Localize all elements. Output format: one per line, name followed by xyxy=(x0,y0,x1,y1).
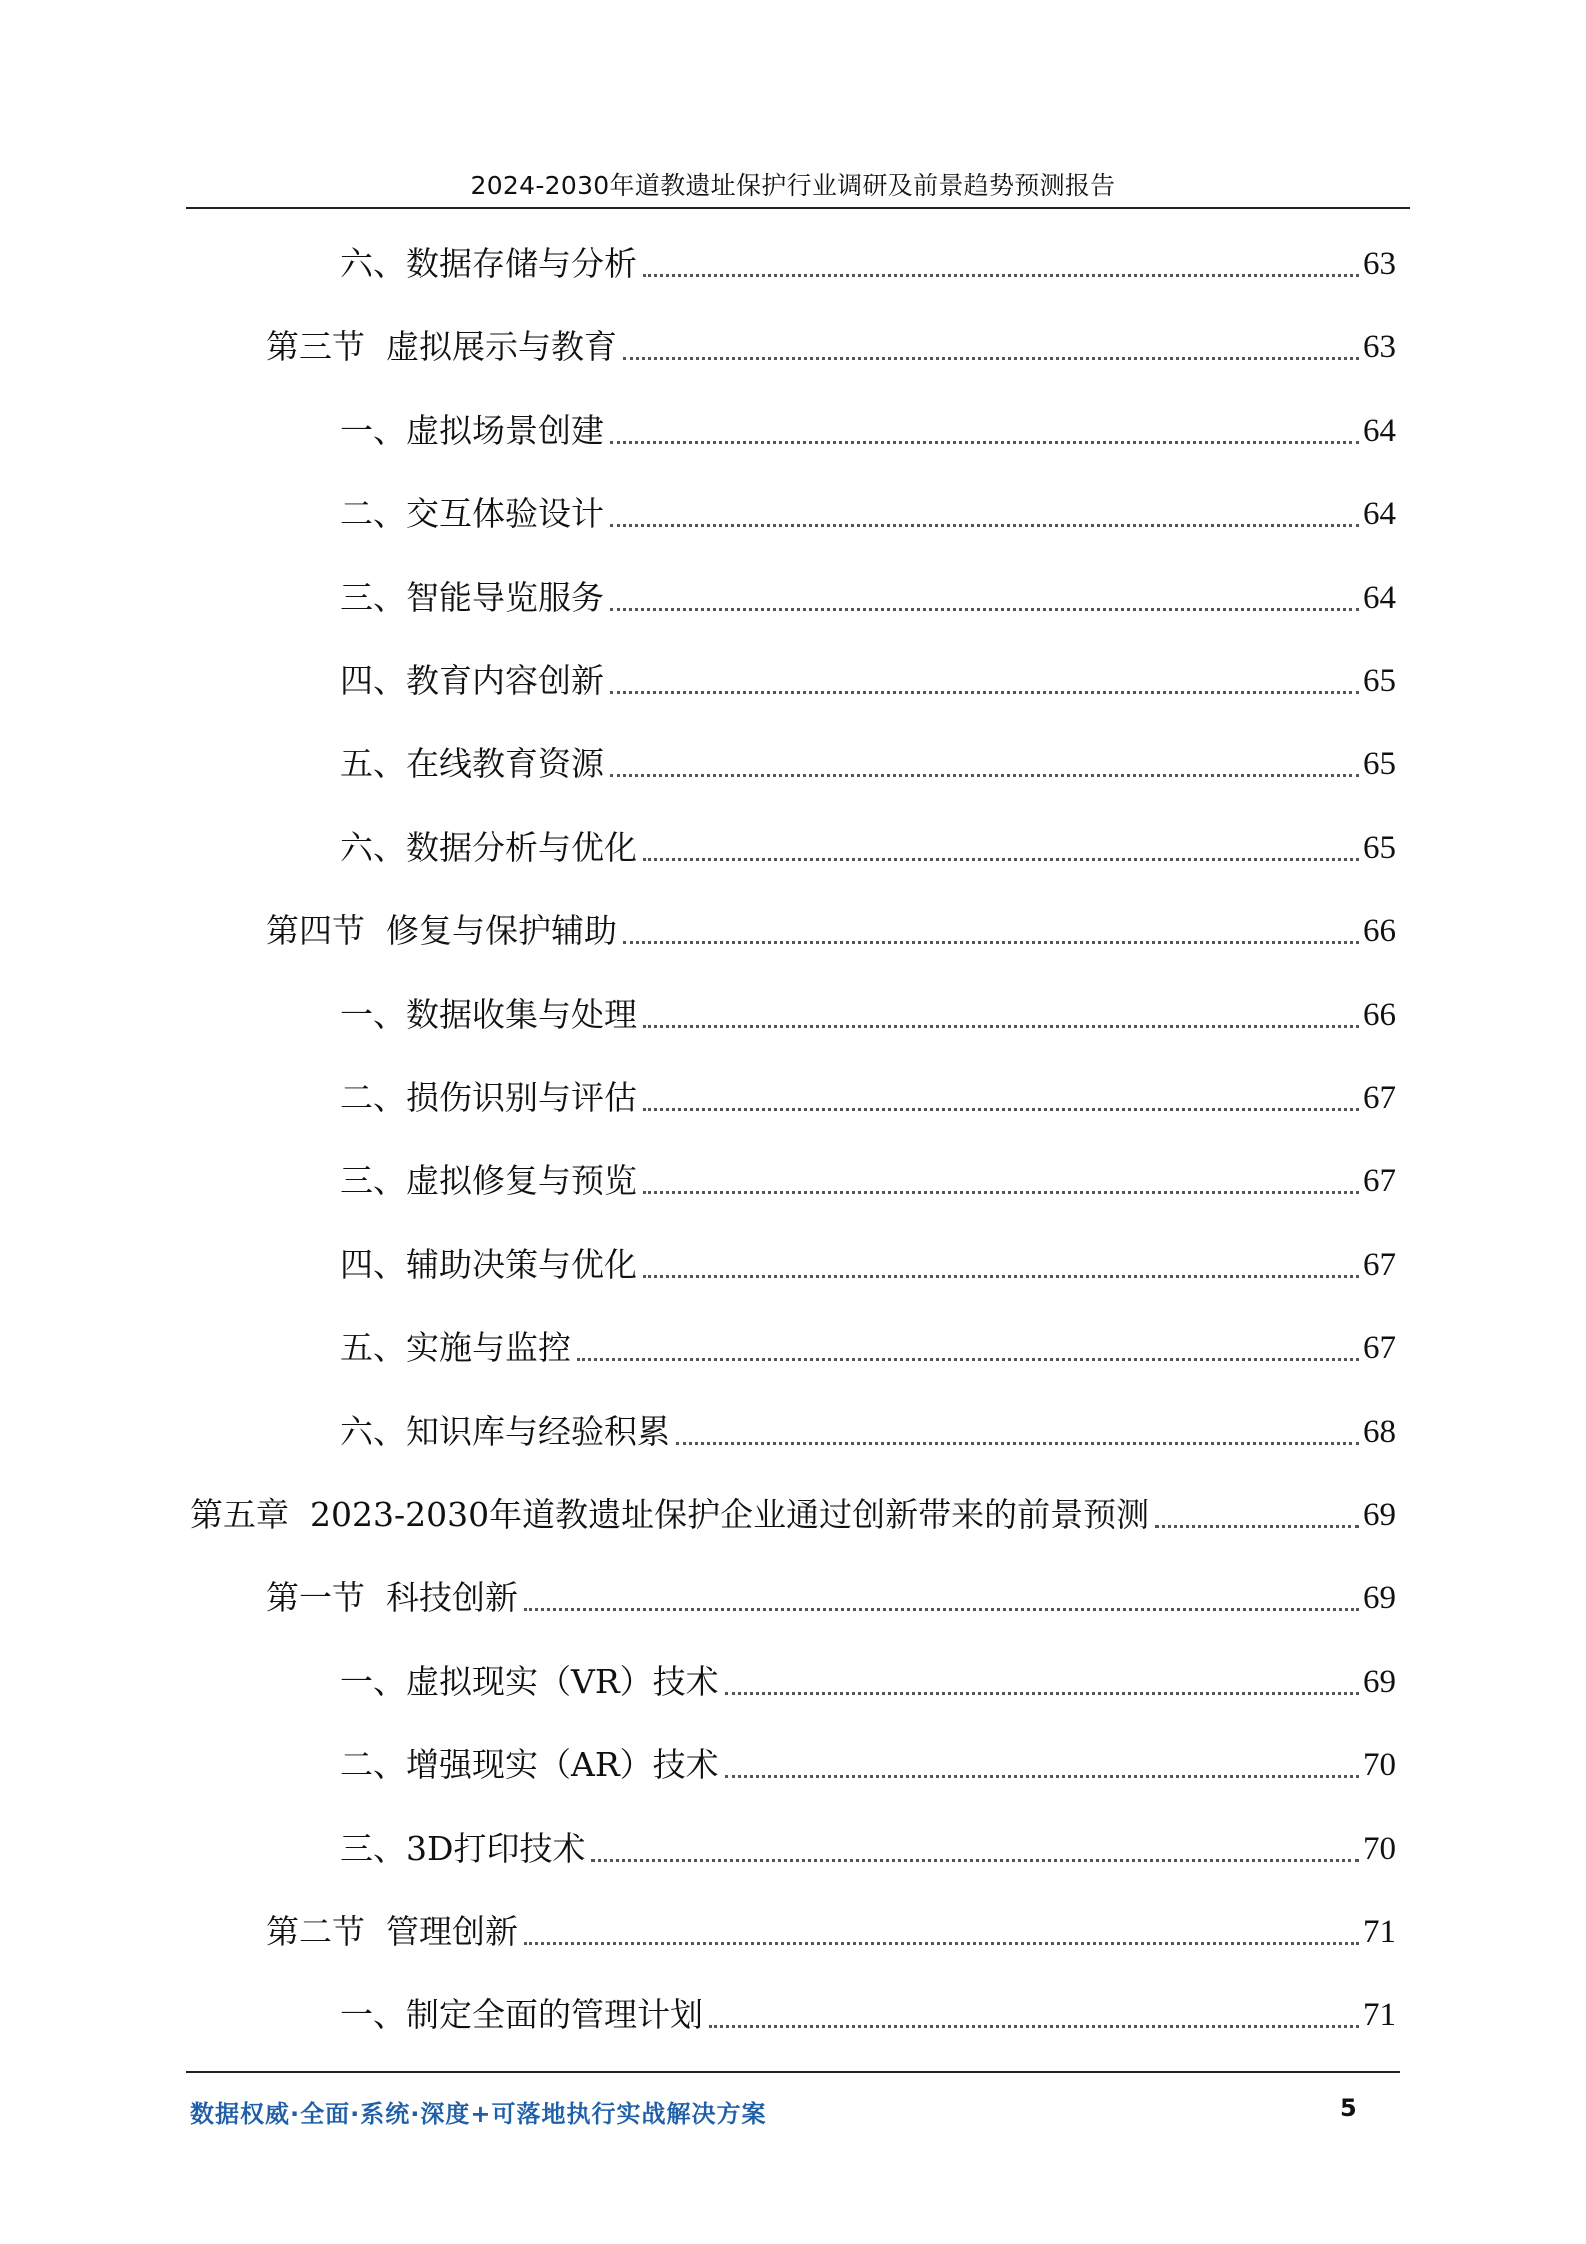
toc-entry-label: 一、虚拟现实（VR）技术 xyxy=(340,1661,719,1701)
toc-entry-label: 第二节 管理创新 xyxy=(266,1912,518,1951)
toc-entry-item[interactable] xyxy=(340,393,1396,453)
toc-entry-page: 68 xyxy=(1363,1413,1396,1450)
toc-entry-label: 第一节 科技创新 xyxy=(266,1578,518,1618)
toc-dot-leader xyxy=(610,774,1359,777)
toc-dot-leader xyxy=(643,1275,1359,1278)
toc-entry-item[interactable] xyxy=(340,1143,1396,1203)
toc-dot-leader xyxy=(610,524,1359,527)
toc-entry-label: 第三节 虚拟展示与教育 xyxy=(266,327,617,367)
toc-entry-label: 一、数据收集与处理 xyxy=(340,994,637,1034)
toc-entry-label: 一、制定全面的管理计划 xyxy=(340,1995,703,2035)
toc-entry-chapter[interactable] xyxy=(190,1477,1396,1537)
toc-entry-item[interactable] xyxy=(340,1060,1396,1120)
toc-entry-page: 70 xyxy=(1363,1830,1396,1867)
toc-dot-leader xyxy=(623,941,1359,944)
toc-entry-page: 71 xyxy=(1363,1997,1396,2034)
toc-entry-item[interactable] xyxy=(340,643,1396,703)
toc-entry-page: 65 xyxy=(1363,829,1396,866)
toc-entry-label: 六、数据存储与分析 xyxy=(340,244,637,283)
toc-entry-page: 69 xyxy=(1363,1497,1396,1533)
toc-entry-page: 70 xyxy=(1363,1747,1396,1784)
toc-entry-section[interactable] xyxy=(266,1894,1396,1954)
toc-dot-leader xyxy=(643,274,1359,277)
toc-entry-label: 四、辅助决策与优化 xyxy=(340,1244,637,1284)
toc-entry-label: 六、知识库与经验积累 xyxy=(340,1411,670,1451)
toc-entry-page: 66 xyxy=(1363,996,1396,1033)
toc-entry-section[interactable] xyxy=(266,1560,1396,1620)
toc-entry-label: 二、增强现实（AR）技术 xyxy=(340,1745,719,1785)
toc-entry-page: 65 xyxy=(1363,663,1396,699)
toc-entry-item[interactable] xyxy=(340,560,1396,620)
toc-dot-leader xyxy=(643,858,1359,861)
toc-dot-leader xyxy=(524,1942,1359,1945)
toc-entry-label: 三、智能导览服务 xyxy=(340,577,604,617)
toc-dot-leader xyxy=(610,608,1359,611)
toc-dot-leader xyxy=(725,1692,1359,1695)
toc-dot-leader xyxy=(524,1608,1359,1611)
toc-entry-section[interactable] xyxy=(266,309,1396,369)
toc-dot-leader xyxy=(610,691,1359,694)
toc-entry-page: 63 xyxy=(1363,246,1396,282)
toc-entry-item[interactable] xyxy=(340,476,1396,536)
toc-entry-page: 71 xyxy=(1363,1914,1396,1950)
toc-entry-item[interactable] xyxy=(340,1227,1396,1287)
toc-entry-label: 六、数据分析与优化 xyxy=(340,827,637,867)
toc-entry-page: 67 xyxy=(1363,1080,1396,1116)
toc-entry-page: 69 xyxy=(1363,1663,1396,1700)
toc-entry-page: 63 xyxy=(1363,329,1396,366)
toc-entry-item[interactable] xyxy=(340,1727,1396,1787)
toc-entry-label: 三、虚拟修复与预览 xyxy=(340,1161,637,1201)
toc-entry-page: 67 xyxy=(1363,1330,1396,1367)
toc-entry-item[interactable] xyxy=(340,1310,1396,1370)
toc-entry-label: 第四节 修复与保护辅助 xyxy=(266,911,617,951)
footer-slogan: 数据权威·全面·系统·深度+可落地执行实战解决方案 xyxy=(190,2100,767,2128)
toc-dot-leader xyxy=(676,1442,1359,1445)
page-header-title: 2024-2030年道教遗址保护行业调研及前景趋势预测报告 xyxy=(470,171,1116,200)
toc-entry-label: 四、教育内容创新 xyxy=(340,661,604,700)
toc-dot-leader xyxy=(643,1025,1359,1028)
toc-dot-leader xyxy=(577,1358,1359,1361)
toc-entry-label: 五、实施与监控 xyxy=(340,1328,571,1368)
toc-entry-label: 五、在线教育资源 xyxy=(340,744,604,784)
toc-entry-label: 一、虚拟场景创建 xyxy=(340,410,604,450)
toc-dot-leader xyxy=(623,357,1359,360)
toc-entry-label: 二、损伤识别与评估 xyxy=(340,1078,637,1117)
toc-dot-leader xyxy=(643,1191,1359,1194)
toc-entry-page: 64 xyxy=(1363,412,1396,449)
toc-entry-page: 67 xyxy=(1363,1163,1396,1200)
toc-dot-leader xyxy=(709,2025,1359,2028)
toc-entry-page: 66 xyxy=(1363,913,1396,950)
toc-entry-item[interactable] xyxy=(340,1644,1396,1704)
toc-entry-item[interactable] xyxy=(340,977,1396,1037)
toc-dot-leader xyxy=(725,1775,1359,1778)
header-divider xyxy=(186,207,1410,209)
toc-entry-page: 64 xyxy=(1363,579,1396,616)
toc-entry-item[interactable] xyxy=(340,726,1396,786)
toc-entry-item[interactable] xyxy=(340,810,1396,870)
toc-entry-item[interactable] xyxy=(340,1394,1396,1454)
toc-entry-label: 第五章 2023-2030年道教遗址保护企业通过创新带来的前景预测 xyxy=(190,1495,1150,1534)
toc-entry-page: 65 xyxy=(1363,746,1396,783)
toc-entry-page: 67 xyxy=(1363,1246,1396,1283)
footer-divider xyxy=(186,2071,1400,2073)
toc-dot-leader xyxy=(1155,1525,1359,1528)
page-number: 5 xyxy=(1340,2094,1357,2122)
toc-dot-leader xyxy=(643,1108,1359,1111)
toc-dot-leader xyxy=(610,441,1359,444)
toc-entry-page: 69 xyxy=(1363,1580,1396,1617)
toc-entry-section[interactable] xyxy=(266,893,1396,953)
toc-dot-leader xyxy=(591,1859,1359,1862)
toc-entry-item[interactable] xyxy=(340,1977,1396,2037)
toc-entry-label: 二、交互体验设计 xyxy=(340,494,604,534)
toc-entry-item[interactable] xyxy=(340,1811,1396,1871)
toc-entry-item[interactable] xyxy=(340,226,1396,286)
toc-entry-label: 三、3D打印技术 xyxy=(340,1828,586,1868)
toc-entry-page: 64 xyxy=(1363,496,1396,533)
